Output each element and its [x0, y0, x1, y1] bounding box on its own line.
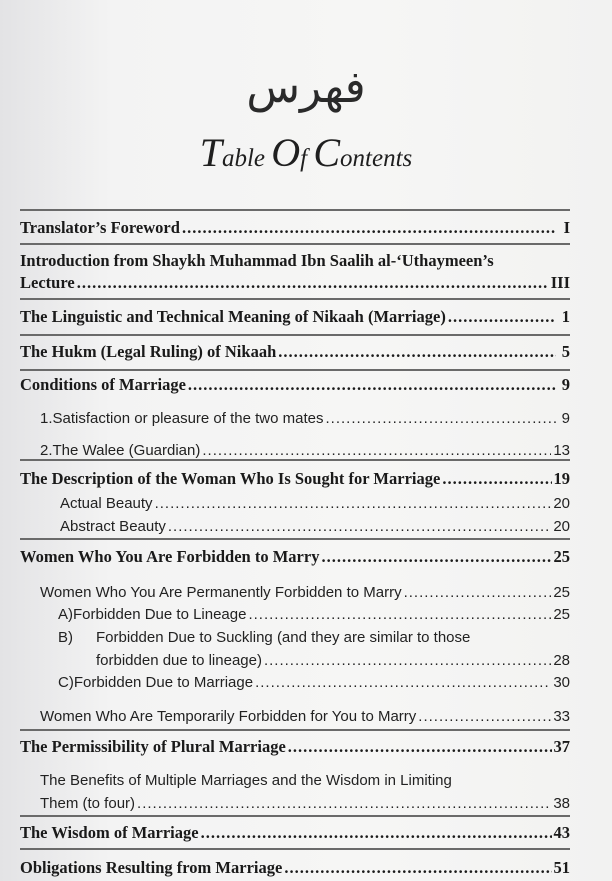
title-cap-o: O — [271, 130, 301, 175]
toc-entry-title: Abstract Beauty — [60, 518, 166, 535]
toc-entry-benefits[interactable] — [40, 789, 570, 812]
dot-leader — [255, 674, 551, 691]
toc-page-number: 25 — [553, 547, 570, 566]
toc-page-number: 9 — [561, 410, 570, 427]
toc-entry-forbidden-lineage[interactable] — [58, 600, 570, 623]
toc-entry-title-line1: Forbidden Due to Suckling (and they are similar to those — [96, 629, 471, 646]
arabic-title: فهرس — [246, 62, 366, 113]
toc-entry-actual-beauty[interactable] — [60, 489, 570, 512]
toc-entry-women-forbidden[interactable] — [20, 544, 570, 567]
toc-entry-conditions[interactable] — [20, 372, 570, 395]
toc-page-number: 20 — [553, 495, 570, 512]
toc-entry-wisdom[interactable] — [20, 820, 570, 843]
divider-rule — [20, 848, 570, 850]
divider-rule — [20, 334, 570, 336]
list-number: A) — [58, 606, 73, 623]
dot-leader — [278, 342, 556, 362]
dot-leader — [288, 737, 552, 757]
toc-entry-forbidden-suckling[interactable] — [96, 646, 570, 669]
toc-entry-title: Them (to four) — [40, 795, 136, 812]
toc-entry-title: Actual Beauty — [60, 495, 153, 512]
toc-page-number: 5 — [561, 342, 570, 361]
divider-rule — [20, 243, 570, 245]
toc-entry-abstract-beauty[interactable] — [60, 512, 570, 535]
dot-leader — [137, 795, 551, 812]
toc-entry-hukm[interactable] — [20, 339, 570, 362]
toc-entry-title: Translator’s Foreword — [20, 218, 180, 237]
list-number: C) — [58, 674, 74, 691]
toc-entry-linguistic-meaning[interactable] — [20, 304, 570, 327]
toc-entry-title: The Walee (Guardian) — [52, 442, 201, 459]
toc-entry-title: forbidden due to lineage) — [96, 652, 262, 669]
toc-entry-forbidden-suckling-line1[interactable] — [58, 623, 570, 646]
divider-rule — [20, 369, 570, 371]
dot-leader — [326, 410, 557, 427]
toc-entry-plural-marriage[interactable] — [20, 734, 570, 757]
dot-leader — [321, 547, 551, 567]
toc-page-number: 25 — [553, 606, 570, 623]
toc-entry-permanently-forbidden[interactable] — [40, 578, 570, 601]
toc-entry-title: Women Who You Are Permanently Forbidden to Marry — [40, 584, 402, 601]
toc-entry-description-woman[interactable] — [20, 466, 570, 489]
dot-leader — [201, 823, 552, 843]
toc-page-number: 9 — [561, 375, 570, 394]
toc-page-number: 51 — [553, 858, 570, 877]
divider-rule — [20, 459, 570, 461]
page-title — [0, 130, 612, 182]
divider-rule — [20, 815, 570, 817]
dot-leader — [248, 606, 551, 623]
toc-entry-satisfaction[interactable] — [40, 404, 570, 427]
list-number: 2. — [40, 442, 53, 459]
dot-leader — [448, 307, 556, 327]
toc-entry-title: The Hukm (Legal Ruling) of Nikaah — [20, 342, 277, 361]
toc-entry-temporarily-forbidden[interactable] — [40, 702, 570, 725]
toc-entry-title: Forbidden Due to Lineage — [73, 606, 247, 623]
dot-leader — [264, 652, 551, 669]
title-cap-t: T — [199, 130, 222, 175]
dot-leader — [284, 858, 551, 878]
toc-page-number: 20 — [553, 518, 570, 535]
toc-page-number: 33 — [553, 708, 570, 725]
toc-page-number: 30 — [553, 674, 570, 691]
toc-entry-title: Conditions of Marriage — [20, 375, 186, 394]
divider-rule — [20, 538, 570, 540]
toc-page-number: 43 — [553, 823, 570, 842]
toc-entry-title: Women Who Are Temporarily Forbidden for You to Marry — [40, 708, 417, 725]
toc-entry-introduction-line1[interactable]: Introduction from Shaykh Muhammad Ibn Saalih al-‘Uthaymeen’s — [20, 251, 494, 270]
list-number: 1. — [40, 410, 53, 427]
dot-leader — [442, 469, 551, 489]
toc-entry-title: Obligations Resulting from Marriage — [20, 858, 283, 877]
dot-leader — [155, 495, 552, 512]
toc-page-number: 13 — [553, 442, 570, 459]
toc-page-number: III — [550, 273, 570, 292]
dot-leader — [182, 218, 556, 238]
toc-page-number: 25 — [553, 584, 570, 601]
toc-entry-translators-foreword[interactable] — [20, 215, 570, 238]
toc-page-number: I — [563, 218, 570, 237]
title-part-ontents: ontents — [340, 145, 413, 172]
toc-entry-title: The Wisdom of Marriage — [20, 823, 199, 842]
divider-rule — [20, 298, 570, 300]
toc-entry-title: The Linguistic and Technical Meaning of Nikaah (Marriage) — [20, 307, 446, 326]
dot-leader — [188, 375, 556, 395]
divider-rule — [20, 729, 570, 731]
toc-entry-title: Satisfaction or pleasure of the two mates — [52, 410, 324, 427]
toc-page-number: 1 — [561, 307, 570, 326]
toc-page-number: 38 — [553, 795, 570, 812]
dot-leader — [202, 442, 551, 459]
toc-entry-title: Women Who You Are Forbidden to Marry — [20, 547, 320, 566]
toc-entry-title: Lecture — [20, 273, 75, 292]
dot-leader — [77, 273, 549, 293]
title-cap-c: C — [313, 130, 341, 175]
toc-entry-walee[interactable] — [40, 436, 570, 459]
divider-rule — [20, 209, 570, 211]
toc-entry-introduction[interactable] — [20, 270, 570, 293]
toc-entry-obligations[interactable] — [20, 855, 570, 878]
toc-page-number: 37 — [553, 737, 570, 756]
toc-entry-benefits-line1[interactable]: The Benefits of Multiple Marriages and the Wisdom in Limiting — [40, 772, 452, 789]
dot-leader — [418, 708, 551, 725]
list-number: B) — [58, 629, 73, 646]
dot-leader — [404, 584, 552, 601]
dot-leader — [168, 518, 551, 535]
toc-page-number: 19 — [553, 469, 570, 488]
toc-entry-title: Forbidden Due to Marriage — [73, 674, 254, 691]
toc-entry-title: The Description of the Woman Who Is Sought for Marriage — [20, 469, 441, 488]
toc-page-number: 28 — [553, 652, 570, 669]
title-part-f: f — [300, 145, 314, 172]
toc-entry-forbidden-marriage[interactable] — [58, 668, 570, 691]
toc-entry-title: The Permissibility of Plural Marriage — [20, 737, 286, 756]
title-part-able: able — [221, 145, 272, 172]
